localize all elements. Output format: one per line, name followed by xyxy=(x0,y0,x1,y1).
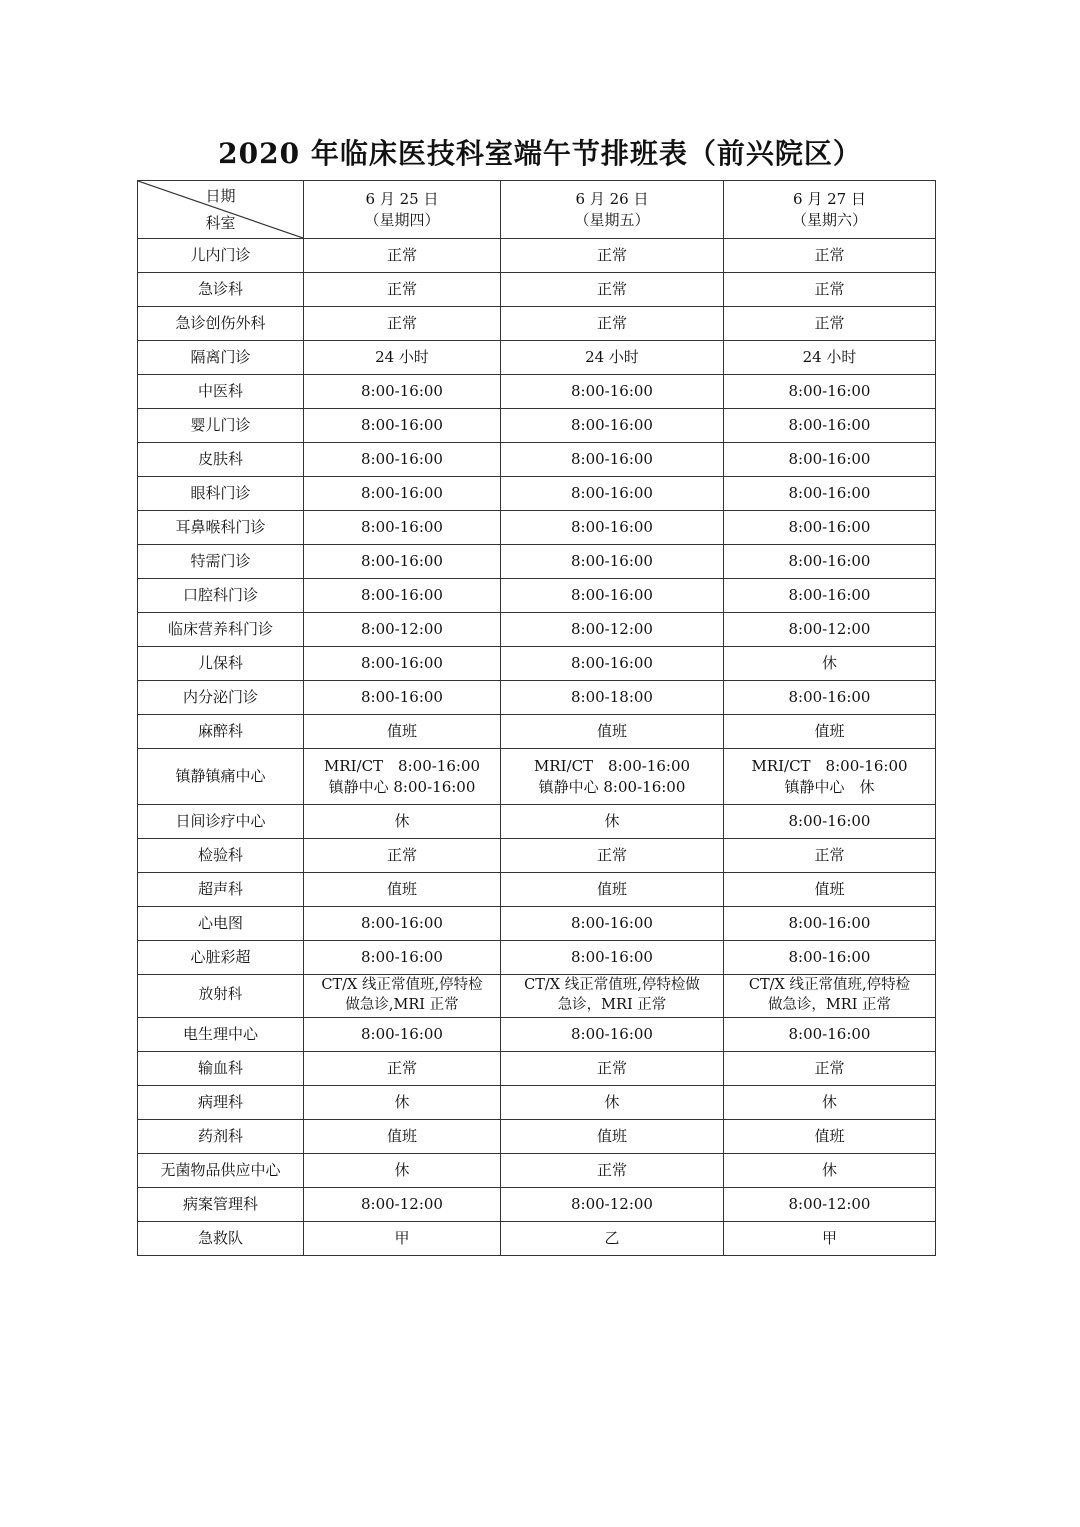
schedule-cell: 值班 xyxy=(724,1120,936,1154)
schedule-cell: 8:00-12:00 xyxy=(724,1188,936,1222)
dept-cell: 检验科 xyxy=(138,839,304,873)
schedule-cell: 休 xyxy=(724,1154,936,1188)
schedule-cell: 8:00-16:00 xyxy=(501,579,724,613)
table-row xyxy=(138,873,936,907)
schedule-cell xyxy=(501,975,724,1018)
table-row xyxy=(138,239,936,273)
dept-cell: 婴儿门诊 xyxy=(138,409,304,443)
schedule-cell-line: MRI/CT 8:00-16:00 xyxy=(533,757,691,776)
weekday-label: （星期四） xyxy=(364,210,440,229)
schedule-cell: 正常 xyxy=(724,307,936,341)
schedule-cell: 值班 xyxy=(304,873,501,907)
dept-cell: 药剂科 xyxy=(138,1120,304,1154)
schedule-cell: 正常 xyxy=(501,307,724,341)
dept-cell: 眼科门诊 xyxy=(138,477,304,511)
schedule-cell: 正常 xyxy=(501,239,724,273)
schedule-cell: 8:00-16:00 xyxy=(724,1018,936,1052)
schedule-cell: 8:00-16:00 xyxy=(304,681,501,715)
dept-cell: 输血科 xyxy=(138,1052,304,1086)
dept-cell: 急救队 xyxy=(138,1222,304,1256)
schedule-cell: 休 xyxy=(724,1086,936,1120)
schedule-cell: 正常 xyxy=(304,239,501,273)
schedule-cell: 8:00-12:00 xyxy=(501,613,724,647)
schedule-cell: 值班 xyxy=(724,715,936,749)
schedule-cell: 乙 xyxy=(501,1222,724,1256)
schedule-cell: 甲 xyxy=(304,1222,501,1256)
schedule-cell: 8:00-12:00 xyxy=(304,613,501,647)
table-row xyxy=(138,375,936,409)
schedule-cell: 值班 xyxy=(724,873,936,907)
dept-cell: 中医科 xyxy=(138,375,304,409)
table-row xyxy=(138,613,936,647)
corner-date-label: 日期 xyxy=(205,187,236,205)
weekday-label: （星期五） xyxy=(574,210,650,229)
schedule-cell: 8:00-16:00 xyxy=(304,647,501,681)
schedule-cell: 8:00-12:00 xyxy=(304,1188,501,1222)
table-row xyxy=(138,511,936,545)
dept-cell: 特需门诊 xyxy=(138,545,304,579)
date-label: 6 月 26 日 xyxy=(575,190,649,209)
schedule-cell-line: MRI/CT 8:00-16:00 xyxy=(323,757,481,776)
schedule-cell-line: 做急诊,MRI 正常 xyxy=(345,997,459,1013)
schedule-cell: 8:00-12:00 xyxy=(724,613,936,647)
dept-cell: 儿内门诊 xyxy=(138,239,304,273)
schedule-cell: 正常 xyxy=(501,1154,724,1188)
schedule-cell-line: CT/X 线正常值班,停特检 xyxy=(321,977,483,994)
schedule-cell: 正常 xyxy=(304,839,501,873)
schedule-cell: 正常 xyxy=(304,307,501,341)
schedule-cell: 8:00-16:00 xyxy=(501,941,724,975)
dept-cell: 超声科 xyxy=(138,873,304,907)
schedule-cell: 8:00-16:00 xyxy=(501,907,724,941)
table-row xyxy=(138,647,936,681)
schedule-cell xyxy=(501,749,724,805)
schedule-cell: 8:00-16:00 xyxy=(724,681,936,715)
header-row xyxy=(138,181,936,239)
schedule-cell-line: 镇静中心 休 xyxy=(784,777,875,796)
schedule-cell: 8:00-16:00 xyxy=(304,409,501,443)
schedule-cell: 8:00-16:00 xyxy=(724,941,936,975)
schedule-cell xyxy=(724,749,936,805)
dept-cell: 耳鼻喉科门诊 xyxy=(138,511,304,545)
schedule-cell: 8:00-12:00 xyxy=(501,1188,724,1222)
table-row xyxy=(138,941,936,975)
table-row xyxy=(138,1222,936,1256)
table-row xyxy=(138,907,936,941)
dept-cell: 隔离门诊 xyxy=(138,341,304,375)
schedule-cell: 8:00-16:00 xyxy=(724,805,936,839)
schedule-cell: 8:00-16:00 xyxy=(304,545,501,579)
schedule-cell: 8:00-16:00 xyxy=(304,907,501,941)
schedule-cell: 正常 xyxy=(724,839,936,873)
schedule-cell xyxy=(304,749,501,805)
date-header-cell xyxy=(501,181,724,239)
schedule-table xyxy=(137,180,936,1256)
dept-cell: 心脏彩超 xyxy=(138,941,304,975)
schedule-cell: 正常 xyxy=(304,1052,501,1086)
schedule-cell: 8:00-16:00 xyxy=(724,511,936,545)
table-row xyxy=(138,545,936,579)
schedule-cell: 24 小时 xyxy=(304,341,501,375)
table-row xyxy=(138,1052,936,1086)
table-row xyxy=(138,681,936,715)
schedule-cell: 正常 xyxy=(501,273,724,307)
schedule-cell: 8:00-16:00 xyxy=(724,545,936,579)
dept-cell: 无菌物品供应中心 xyxy=(138,1154,304,1188)
dept-cell: 急诊创伤外科 xyxy=(138,307,304,341)
table-row xyxy=(138,1120,936,1154)
schedule-cell: 值班 xyxy=(304,715,501,749)
schedule-cell: 值班 xyxy=(501,873,724,907)
weekday-label: （星期六） xyxy=(791,210,867,229)
schedule-cell: 24 小时 xyxy=(724,341,936,375)
corner-header-cell xyxy=(138,181,304,239)
schedule-cell: 8:00-16:00 xyxy=(304,941,501,975)
schedule-cell: 正常 xyxy=(501,1052,724,1086)
dept-cell: 内分泌门诊 xyxy=(138,681,304,715)
dept-cell: 病案管理科 xyxy=(138,1188,304,1222)
schedule-cell: 值班 xyxy=(501,1120,724,1154)
dept-cell: 病理科 xyxy=(138,1086,304,1120)
schedule-cell: 正常 xyxy=(304,273,501,307)
table-row xyxy=(138,749,936,805)
schedule-cell: 8:00-16:00 xyxy=(501,477,724,511)
table-row xyxy=(138,1086,936,1120)
date-header-cell xyxy=(304,181,501,239)
dept-cell: 放射科 xyxy=(138,975,304,1018)
table-row xyxy=(138,307,936,341)
table-row xyxy=(138,443,936,477)
schedule-cell: 甲 xyxy=(724,1222,936,1256)
page-title: 2020 年临床医技科室端午节排班表（前兴院区） xyxy=(218,137,862,170)
table-row xyxy=(138,341,936,375)
schedule-cell: 8:00-16:00 xyxy=(501,511,724,545)
schedule-cell: 正常 xyxy=(501,839,724,873)
dept-cell: 麻醉科 xyxy=(138,715,304,749)
schedule-cell: 休 xyxy=(304,1154,501,1188)
schedule-cell xyxy=(724,975,936,1018)
schedule-cell: 8:00-16:00 xyxy=(724,907,936,941)
corner-dept-label: 科室 xyxy=(205,213,236,232)
schedule-cell: 正常 xyxy=(724,239,936,273)
schedule-cell: 8:00-16:00 xyxy=(501,409,724,443)
schedule-cell: 8:00-16:00 xyxy=(724,579,936,613)
schedule-cell: 8:00-16:00 xyxy=(304,443,501,477)
schedule-cell: 8:00-16:00 xyxy=(501,443,724,477)
schedule-cell: 8:00-18:00 xyxy=(501,681,724,715)
schedule-cell-line: 做急诊，MRI 正常 xyxy=(767,997,892,1013)
schedule-cell: 休 xyxy=(501,1086,724,1120)
schedule-cell: 8:00-16:00 xyxy=(501,375,724,409)
table-row xyxy=(138,805,936,839)
schedule-cell: 24 小时 xyxy=(501,341,724,375)
schedule-cell-line: 镇静中心 8:00-16:00 xyxy=(538,777,686,796)
schedule-cell xyxy=(304,975,501,1018)
schedule-cell: 休 xyxy=(304,805,501,839)
table-row xyxy=(138,477,936,511)
dept-cell: 电生理中心 xyxy=(138,1018,304,1052)
table-row xyxy=(138,409,936,443)
table-row xyxy=(138,715,936,749)
schedule-cell: 值班 xyxy=(501,715,724,749)
schedule-cell: 休 xyxy=(304,1086,501,1120)
date-label: 6 月 25 日 xyxy=(365,190,439,209)
date-label: 6 月 27 日 xyxy=(793,190,866,209)
table-row xyxy=(138,1154,936,1188)
schedule-cell: 8:00-16:00 xyxy=(724,375,936,409)
dept-cell: 口腔科门诊 xyxy=(138,579,304,613)
schedule-cell: 8:00-16:00 xyxy=(724,409,936,443)
schedule-cell: 8:00-16:00 xyxy=(304,477,501,511)
schedule-cell: 8:00-16:00 xyxy=(501,1018,724,1052)
table-row xyxy=(138,579,936,613)
schedule-cell: 8:00-16:00 xyxy=(724,477,936,511)
schedule-cell: 休 xyxy=(501,805,724,839)
schedule-cell-line: 镇静中心 8:00-16:00 xyxy=(328,777,476,796)
dept-cell: 皮肤科 xyxy=(138,443,304,477)
schedule-cell-line: CT/X 线正常值班,停特检做 xyxy=(524,977,700,994)
dept-cell: 镇静镇痛中心 xyxy=(138,749,304,805)
schedule-cell: 正常 xyxy=(724,1052,936,1086)
table-row xyxy=(138,1018,936,1052)
schedule-cell: 正常 xyxy=(724,273,936,307)
dept-cell: 心电图 xyxy=(138,907,304,941)
schedule-cell: 8:00-16:00 xyxy=(304,1018,501,1052)
schedule-cell: 8:00-16:00 xyxy=(304,579,501,613)
schedule-cell: 8:00-16:00 xyxy=(724,443,936,477)
table-row xyxy=(138,839,936,873)
table-row xyxy=(138,273,936,307)
schedule-cell: 休 xyxy=(724,647,936,681)
schedule-cell: 8:00-16:00 xyxy=(304,375,501,409)
dept-cell: 急诊科 xyxy=(138,273,304,307)
dept-cell: 临床营养科门诊 xyxy=(138,613,304,647)
schedule-cell: 8:00-16:00 xyxy=(501,647,724,681)
schedule-cell: 8:00-16:00 xyxy=(501,545,724,579)
schedule-cell-line: 急诊，MRI 正常 xyxy=(557,997,667,1013)
schedule-cell-line: CT/X 线正常值班,停特检 xyxy=(748,977,911,994)
schedule-cell: 值班 xyxy=(304,1120,501,1154)
table-row xyxy=(138,975,936,1018)
schedule-cell-line: MRI/CT 8:00-16:00 xyxy=(751,757,908,776)
dept-cell: 日间诊疗中心 xyxy=(138,805,304,839)
date-header-cell xyxy=(724,181,936,239)
dept-cell: 儿保科 xyxy=(138,647,304,681)
schedule-cell: 8:00-16:00 xyxy=(304,511,501,545)
table-row xyxy=(138,1188,936,1222)
